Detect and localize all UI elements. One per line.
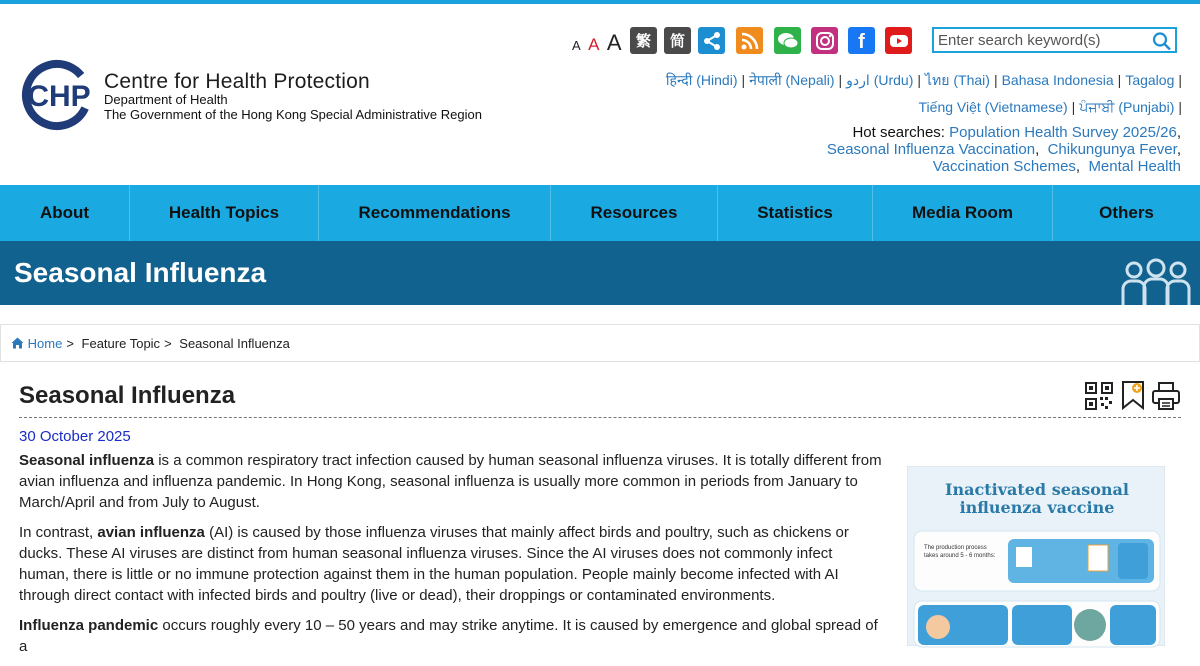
logo-letters: CHP	[27, 80, 91, 113]
paragraph-text: In contrast,	[19, 524, 98, 541]
org-title: Centre for Health Protection	[104, 70, 370, 93]
paragraph	[19, 450, 885, 513]
facebook-icon[interactable]: f	[848, 27, 875, 54]
breadcrumb-feature-topic[interactable]: Feature Topic	[81, 336, 161, 351]
main-nav	[0, 185, 1200, 241]
site-logo[interactable]	[20, 58, 520, 138]
rss-icon[interactable]	[736, 27, 763, 54]
qr-code-icon[interactable]	[1085, 382, 1113, 410]
search-icon[interactable]	[1151, 31, 1173, 51]
chp-logo-icon	[20, 58, 94, 132]
lang-hindi-link[interactable]: हिन्दी (Hindi)	[665, 72, 738, 88]
breadcrumb-current: Seasonal Influenza	[179, 336, 290, 351]
nav-others[interactable]: Others	[1099, 203, 1154, 222]
nav-recommendations[interactable]: Recommendations	[319, 185, 551, 241]
lang-punjabi-link[interactable]: ਪੰਜਾਬੀ (Punjabi)	[1079, 99, 1175, 115]
hot-search-link[interactable]: Vaccination Schemes	[932, 158, 1076, 175]
instagram-icon[interactable]	[811, 27, 838, 54]
hot-search-link[interactable]: Chikungunya Fever	[1047, 141, 1177, 158]
home-icon[interactable]	[11, 337, 24, 349]
paragraph	[19, 615, 885, 657]
top-accent-bar	[0, 0, 1200, 4]
page-banner	[0, 241, 1200, 305]
nav-resources[interactable]: Resources	[551, 185, 718, 241]
traditional-chinese-icon[interactable]	[630, 27, 657, 54]
traditional-chinese-label: 繁	[635, 33, 651, 50]
term-avian-influenza: avian influenza	[97, 524, 205, 541]
page-title: Seasonal Influenza	[19, 382, 236, 409]
dept-name: Department of Health	[104, 92, 228, 107]
breadcrumb-separator: >	[164, 336, 172, 351]
infographic-title	[908, 481, 1166, 517]
font-size-controls	[572, 30, 622, 56]
hot-search-link[interactable]: Population Health Survey 2025/26	[949, 124, 1177, 141]
people-group-icon	[1120, 257, 1192, 305]
hot-searches-label: Hot searches:	[852, 124, 945, 141]
simplified-chinese-label: 简	[669, 33, 685, 50]
hot-searches: Hot searches: Population Health Survey 2025/26, Seasonal Influenza Vaccination, Chikungunya Fever, Vaccination Schemes, Mental Health	[826, 124, 1181, 175]
paragraph	[19, 522, 885, 606]
language-row-1: हिन्दी (Hindi) | नेपाली (Nepali) | اردو (Urdu) | ไทย (Thai) | Bahasa Indonesia | Tagalog |	[665, 72, 1182, 88]
font-size-medium-button[interactable]: A	[588, 35, 600, 54]
title-divider	[19, 417, 1181, 418]
lang-nepali-link[interactable]: नेपाली (Nepali)	[749, 72, 835, 88]
infographic-title-line: Inactivated seasonal	[945, 480, 1129, 499]
term-influenza-pandemic: Influenza pandemic	[19, 617, 159, 634]
gov-name: The Government of the Hong Kong Special Administrative Region	[104, 107, 482, 122]
search-input[interactable]	[934, 29, 1144, 51]
breadcrumb-separator: >	[66, 336, 74, 351]
paragraph-text: is a common respiratory tract infection caused by human seasonal influenza viruses. It is totally different from avian influenza and influenza pandemic. In Hong Kong, seasonal influenza is usually more common in periods from January to March/April and from July to August.	[19, 452, 882, 511]
lang-thai-link[interactable]: ไทย (Thai)	[925, 72, 990, 88]
nav-media-room[interactable]: Media Room	[873, 185, 1053, 241]
hot-search-link[interactable]: Seasonal Influenza Vaccination	[826, 141, 1036, 158]
font-size-large-button[interactable]: A	[606, 30, 622, 55]
lang-tagalog-link[interactable]: Tagalog	[1125, 72, 1175, 88]
page-tools	[1085, 380, 1181, 412]
vaccine-infographic[interactable]	[907, 466, 1165, 646]
language-row-2: Tiếng Việt (Vietnamese) | ਪੰਜਾਬੀ (Punjabi) |	[918, 99, 1182, 115]
paragraph-text: occurs roughly every 10 – 50 years and may strike anytime. It is caused by emergence and global spread of a	[19, 617, 878, 655]
simplified-chinese-icon[interactable]	[664, 27, 691, 54]
paragraph-text: (AI) is caused by those influenza viruses that mainly affect birds and poultry, such as chickens or ducks. These AI viruses are distinct from human seasonal influenza viruses. Since the AI viruses does not commonly infect human, there is little or no immune protection against them in the human population. People mainly become infected with AI through direct contact with infected birds and poultry (live or dead), their droppings or contaminated environments.	[19, 524, 849, 604]
font-size-small-button[interactable]: A	[572, 38, 581, 53]
svg-text:The production process: The production process	[924, 545, 987, 551]
print-icon[interactable]	[1151, 381, 1181, 411]
main-content	[19, 370, 1181, 655]
breadcrumb-home-link[interactable]: Home	[27, 336, 63, 351]
breadcrumb	[0, 324, 1200, 362]
nav-about[interactable]: About	[0, 185, 130, 241]
svg-text:takes around 5 - 6 months:: takes around 5 - 6 months:	[924, 553, 996, 559]
infographic-title-line: influenza vaccine	[959, 498, 1115, 517]
banner-title: Seasonal Influenza	[14, 257, 267, 288]
search-box	[932, 27, 1177, 53]
article-body	[19, 450, 885, 666]
share-icon[interactable]	[698, 27, 725, 54]
wechat-icon[interactable]	[774, 27, 801, 54]
hot-search-link[interactable]: Mental Health	[1088, 158, 1181, 175]
language-links	[662, 69, 1182, 119]
lang-indonesian-link[interactable]: Bahasa Indonesia	[1001, 72, 1114, 88]
nav-health-topics[interactable]: Health Topics	[130, 185, 319, 241]
term-seasonal-influenza: Seasonal influenza	[19, 452, 155, 469]
youtube-icon[interactable]	[885, 27, 912, 54]
nav-statistics[interactable]: Statistics	[718, 185, 873, 241]
infographic-illustration	[908, 517, 1166, 647]
lang-vietnamese-link[interactable]: Tiếng Việt (Vietnamese)	[918, 99, 1068, 115]
bookmark-icon[interactable]	[1121, 380, 1145, 410]
lang-urdu-link[interactable]: اردو (Urdu)	[846, 72, 914, 88]
publish-date: 30 October 2025	[19, 428, 131, 445]
